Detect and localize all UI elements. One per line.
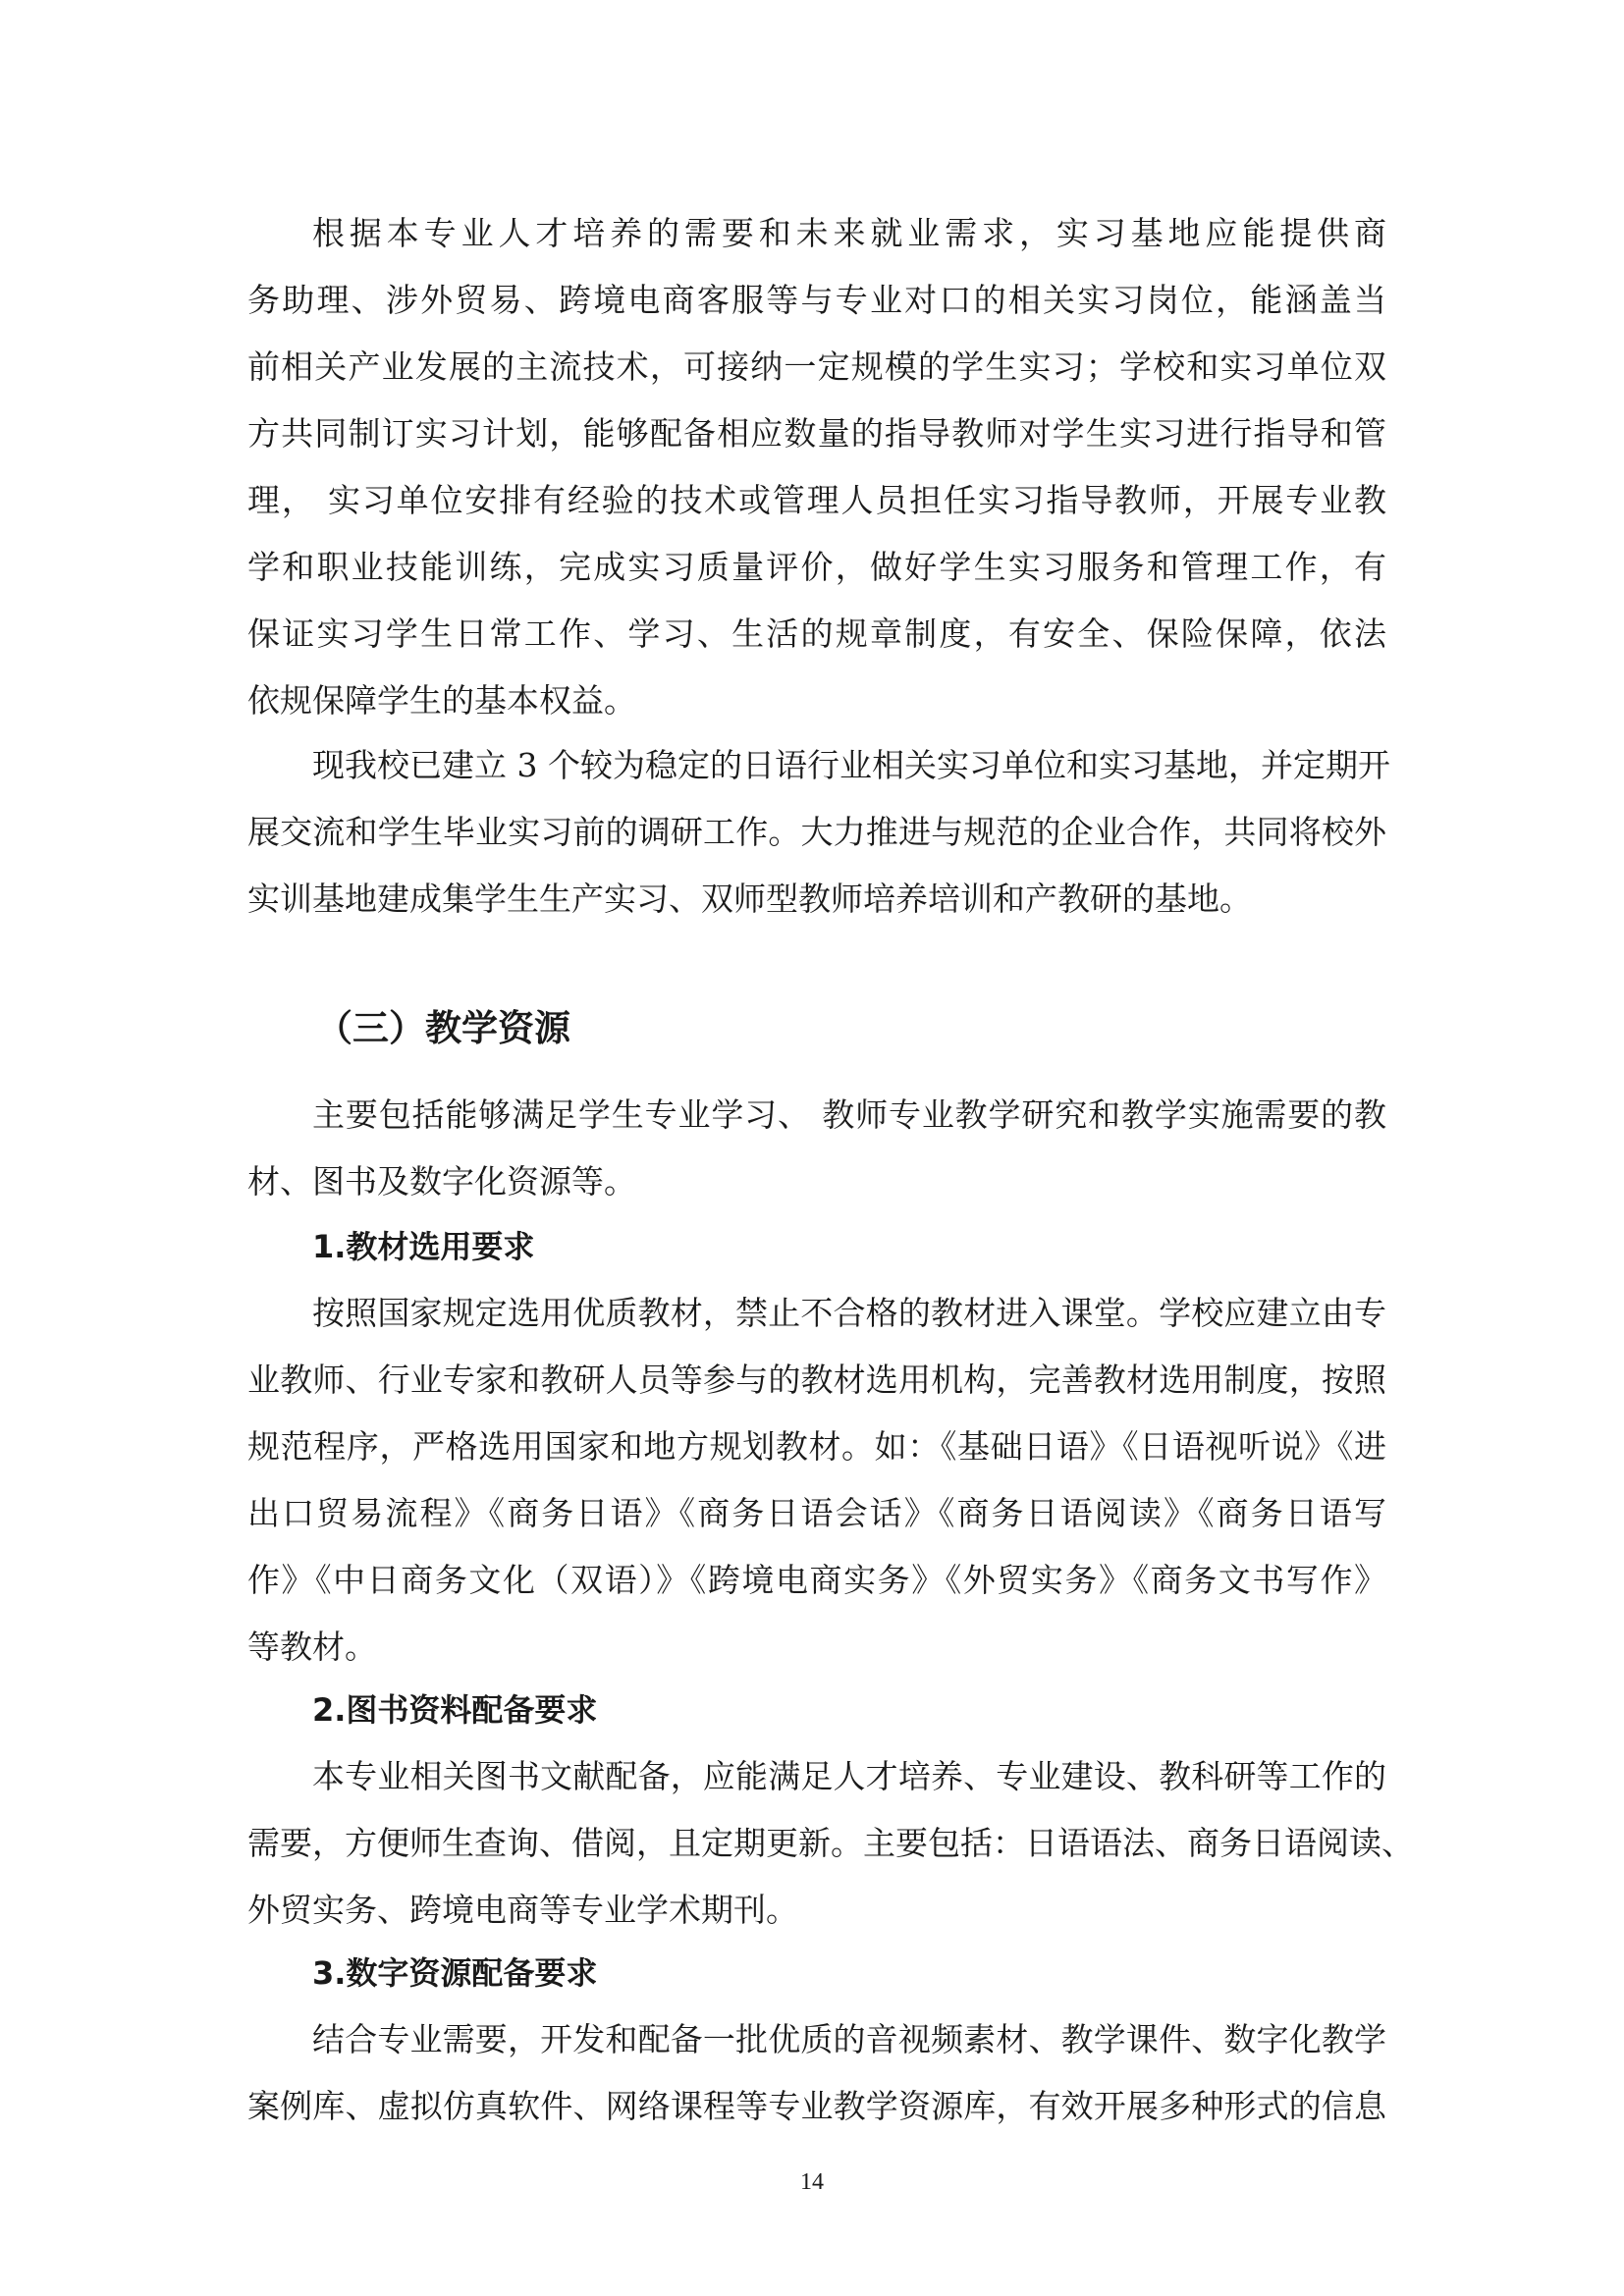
- text-line: 前相关产业发展的主流技术，可接纳一定规模的学生实习；学校和实习单位双: [247, 347, 1386, 386]
- text-line: 依规保障学生的基本权益。: [247, 681, 636, 720]
- text-line: 结合专业需要，开发和配备一批优质的音视频素材、教学课件、数字化教学: [312, 2020, 1386, 2058]
- section-heading: （三）教学资源: [316, 1007, 570, 1049]
- text-line: 理， 实习单位安排有经验的技术或管理人员担任实习指导教师，开展专业教: [247, 481, 1386, 519]
- text-line: 案例库、虚拟仿真软件、网络课程等专业教学资源库，有效开展多种形式的信息: [247, 2087, 1386, 2125]
- text-line: 务助理、涉外贸易、跨境电商客服等与专业对口的相关实习岗位，能涵盖当: [247, 281, 1386, 319]
- text-line: 按照国家规定选用优质教材，禁止不合格的教材进入课堂。学校应建立由专: [312, 1294, 1386, 1332]
- text-line: 出口贸易流程》《商务日语》《商务日语会话》《商务日语阅读》《商务日语写: [247, 1494, 1386, 1532]
- text-line: 展交流和学生毕业实习前的调研工作。大力推进与规范的企业合作，共同将校外: [247, 813, 1386, 851]
- text-line: 外贸实务、跨境电商等专业学术期刊。: [247, 1891, 798, 1929]
- text-line: 规范程序，严格选用国家和地方规划教材。如：《基础日语》《日语视听说》《进: [247, 1427, 1386, 1466]
- text-line: 本专业相关图书文献配备，应能满足人才培养、专业建设、教科研等工作的: [312, 1757, 1386, 1795]
- text-line: 业教师、行业专家和教研人员等参与的教材选用机构，完善教材选用制度，按照: [247, 1361, 1386, 1399]
- text-line: 实训基地建成集学生生产实习、双师型教师培养培训和产教研的基地。: [247, 880, 1252, 918]
- subsection-heading: 1.教材选用要求: [312, 1228, 535, 1265]
- text-line: 现我校已建立 3 个较为稳定的日语行业相关实习单位和实习基地，并定期开: [312, 746, 1390, 784]
- text-line: 等教材。: [247, 1628, 377, 1666]
- text-line: 作》《中日商务文化（双语）》《跨境电商实务》《外贸实务》《商务文书写作》: [247, 1561, 1386, 1599]
- subsection-heading: 2.图书资料配备要求: [312, 1691, 598, 1729]
- text-line: 保证实习学生日常工作、学习、生活的规章制度，有安全、保险保障，依法: [247, 614, 1386, 653]
- text-line: 材、图书及数字化资源等。: [247, 1162, 636, 1201]
- subsection-heading: 3.数字资源配备要求: [312, 1954, 598, 1992]
- text-line: 需要，方便师生查询、借阅，且定期更新。主要包括：日语语法、商务日语阅读、: [247, 1824, 1414, 1862]
- text-line: 根据本专业人才培养的需要和未来就业需求，实习基地应能提供商: [312, 214, 1386, 252]
- text-line: 方共同制订实习计划，能够配备相应数量的指导教师对学生实习进行指导和管: [247, 414, 1386, 453]
- page-number: 14: [800, 2169, 824, 2195]
- text-line: 主要包括能够满足学生专业学习、 教师专业教学研究和教学实施需要的教: [312, 1095, 1386, 1134]
- text-line: 学和职业技能训练，完成实习质量评价，做好学生实习服务和管理工作，有: [247, 548, 1386, 586]
